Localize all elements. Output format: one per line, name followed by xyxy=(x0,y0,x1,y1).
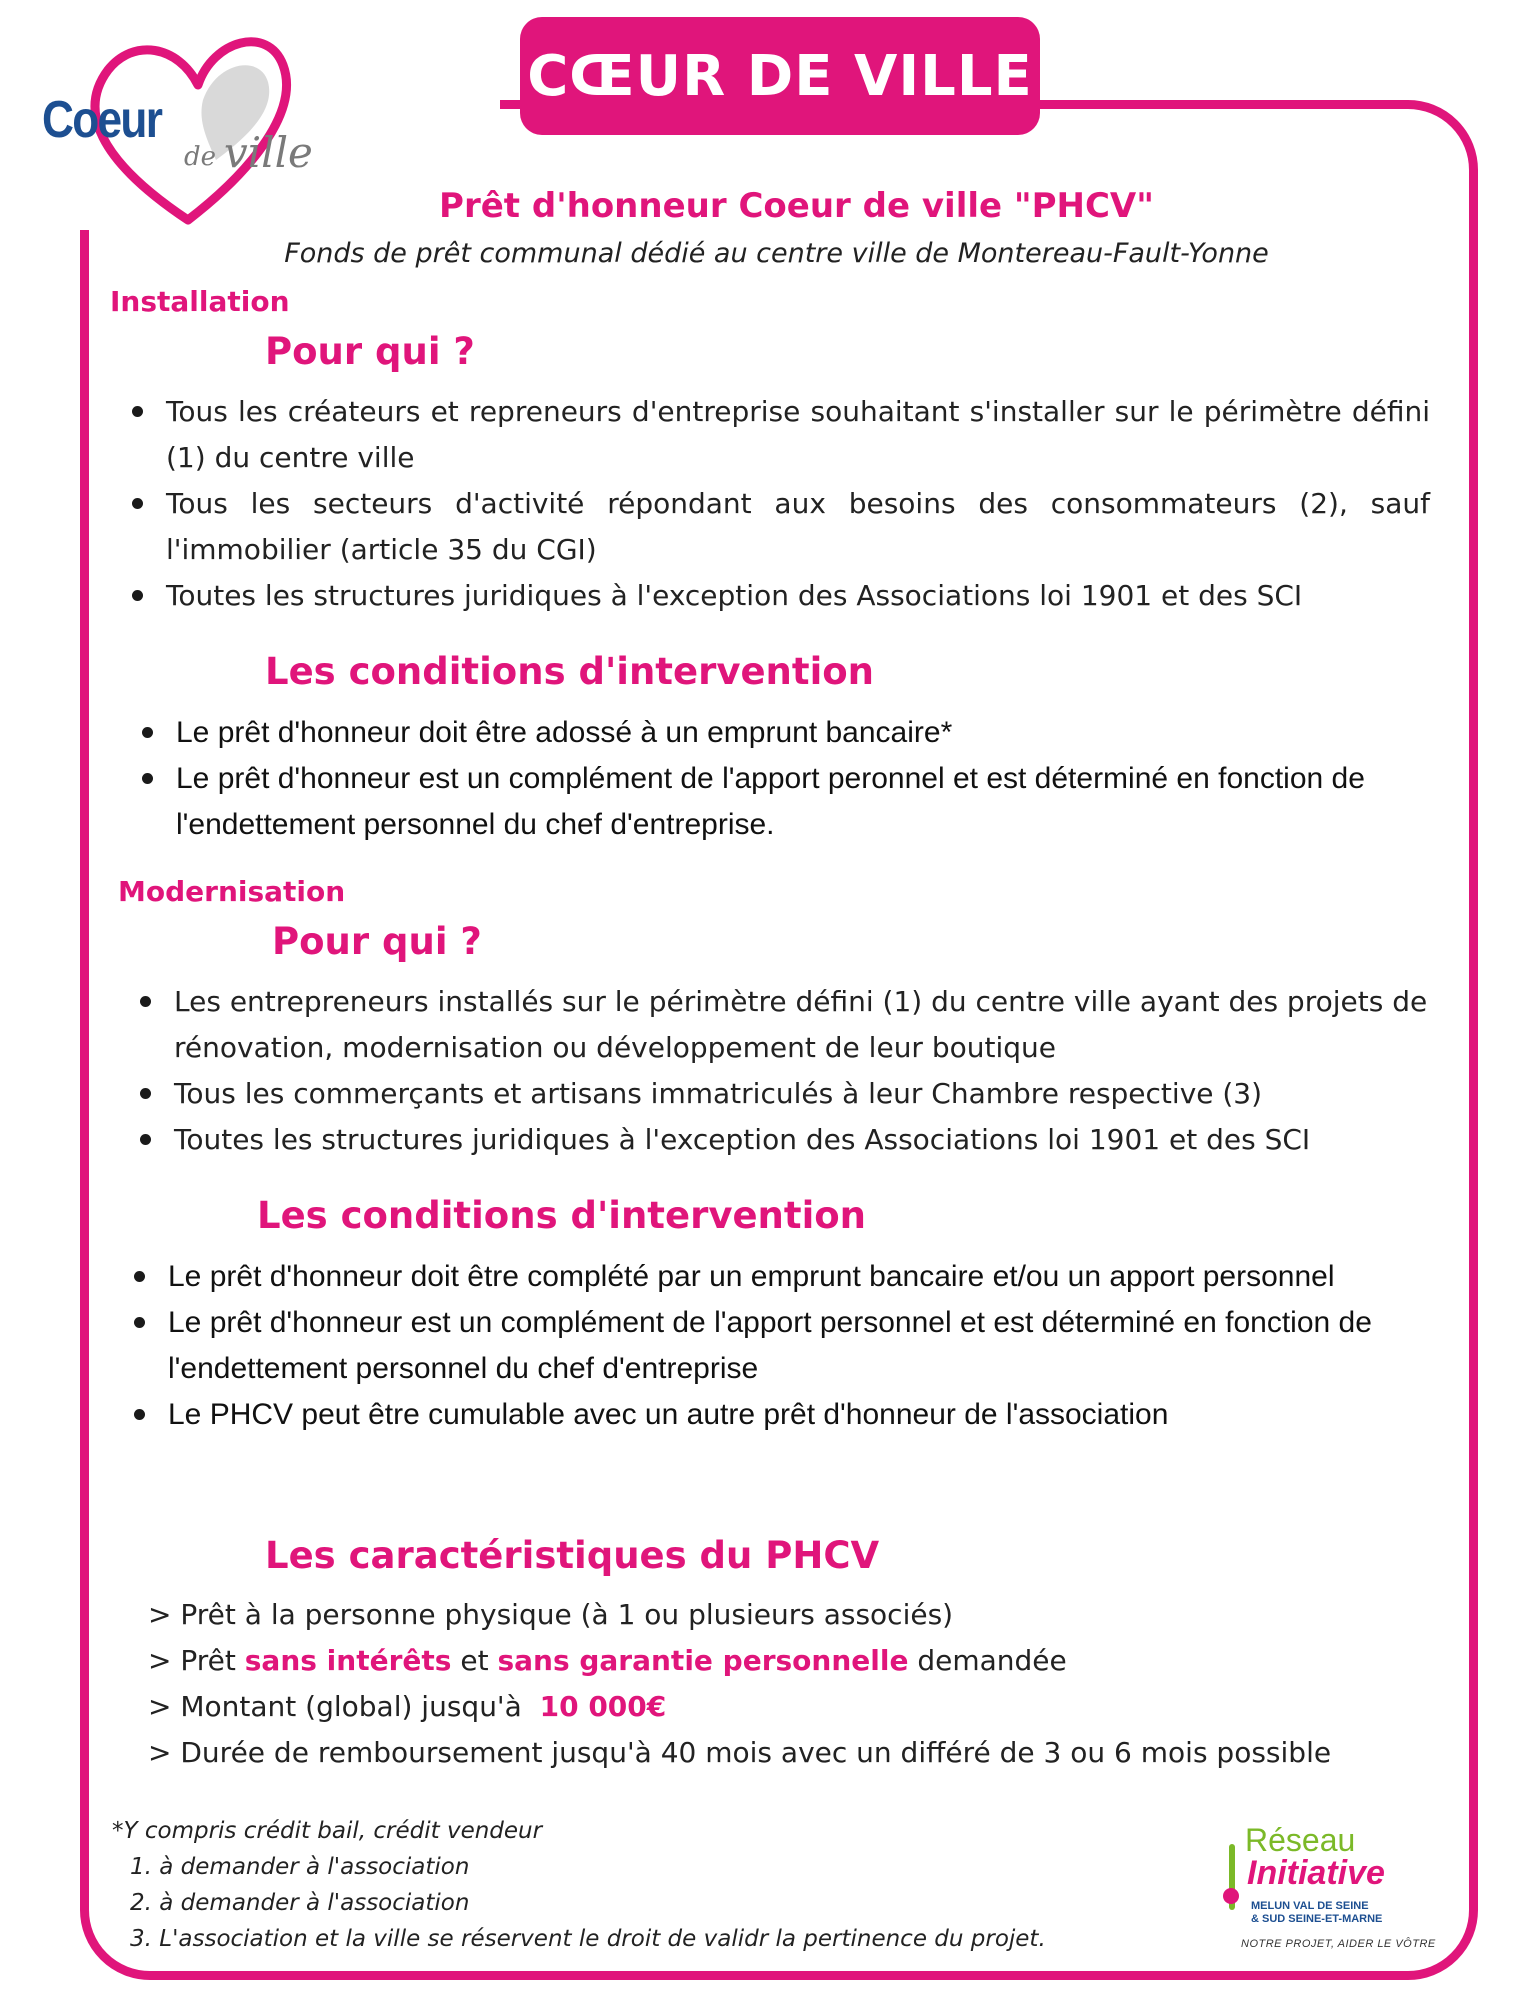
footnote-star: *Y compris crédit bail, crédit vendeur xyxy=(112,1818,543,1844)
installation-pour-qui-heading: Pour qui ? xyxy=(265,330,475,373)
logo-text-initiative: Initiative xyxy=(1247,1854,1385,1892)
list-item: Tous les secteurs d'activité répondant aux besoins des consommateurs (2), sauf l'immobilier (article 35 du CGI) xyxy=(130,481,1430,573)
modernisation-pour-qui-list xyxy=(138,979,1458,1163)
section-label-installation: Installation xyxy=(110,285,290,318)
caracteristique-line xyxy=(148,1638,1448,1684)
footnotes xyxy=(112,1813,1112,1957)
text-fragment: demandée xyxy=(908,1644,1067,1677)
caracteristiques-heading: Les caractéristiques du PHCV xyxy=(265,1534,880,1577)
caracteristiques-block xyxy=(148,1592,1448,1776)
text-fragment: > Montant (global) jusqu'à xyxy=(148,1690,531,1723)
logo-dot-shape xyxy=(1223,1888,1239,1904)
logo-text-ville: ville xyxy=(224,128,313,177)
modernisation-conditions-heading: Les conditions d'intervention xyxy=(257,1194,867,1237)
caracteristique-line xyxy=(148,1684,1448,1730)
highlight-sans-garantie: sans garantie personnelle xyxy=(497,1644,909,1677)
list-item: Le prêt d'honneur doit être adossé à un emprunt bancaire* xyxy=(140,710,1370,756)
installation-conditions-list xyxy=(140,710,1370,848)
caracteristique-line: > Prêt à la personne physique (à 1 ou plusieurs associés) xyxy=(148,1598,954,1631)
page-banner: CŒUR DE VILLE xyxy=(520,17,1040,135)
installation-pour-qui-list xyxy=(130,389,1430,619)
installation-conditions-heading: Les conditions d'intervention xyxy=(265,650,875,693)
reseau-initiative-logo xyxy=(1215,1822,1445,1952)
list-item: Le prêt d'honneur est un complément de l'apport peronnel et est déterminé en fonction de l'endettement personnel du chef d'entreprise. xyxy=(140,756,1370,848)
text-fragment: et xyxy=(451,1644,498,1677)
footnote-item: 3. L'association et la ville se réservent le droit de validr la pertinence du projet. xyxy=(130,1926,1046,1952)
list-item: Toutes les structures juridiques à l'exception des Associations loi 1901 et des SCI xyxy=(138,1117,1458,1163)
text-fragment: > Prêt xyxy=(148,1644,245,1677)
modernisation-pour-qui-heading: Pour qui ? xyxy=(272,920,482,963)
logo-subtitle-line: & SUD SEINE-ET-MARNE xyxy=(1251,1913,1383,1925)
highlight-montant: 10 000€ xyxy=(539,1690,667,1723)
caracteristique-line: > Durée de remboursement jusqu'à 40 mois avec un différé de 3 ou 6 mois possible xyxy=(148,1736,1332,1769)
list-item: Le PHCV peut être cumulable avec un autre prêt d'honneur de l'association xyxy=(132,1392,1372,1438)
logo-subtitle-line: MELUN VAL DE SEINE xyxy=(1251,1900,1369,1912)
logo-text-coeur: Coeur xyxy=(42,91,162,149)
list-item: Tous les créateurs et repreneurs d'entreprise souhaitant s'installer sur le périmètre défini (1) du centre ville xyxy=(130,389,1430,481)
modernisation-conditions-list xyxy=(132,1254,1372,1438)
list-item: Le prêt d'honneur doit être complété par un emprunt bancaire et/ou un apport personnel xyxy=(132,1254,1372,1300)
footnote-item: 2. à demander à l'association xyxy=(130,1890,470,1916)
section-label-modernisation: Modernisation xyxy=(118,875,346,908)
footnote-item: 1. à demander à l'association xyxy=(130,1854,470,1880)
logo-subtitle xyxy=(1251,1900,1382,1926)
footnote-list xyxy=(112,1849,1112,1957)
highlight-sans-interets: sans intérêts xyxy=(244,1644,452,1677)
logo-text-reseau: Réseau xyxy=(1245,1822,1356,1858)
list-item: Tous les commerçants et artisans immatriculés à leur Chambre respective (3) xyxy=(138,1071,1458,1117)
logo-tagline: NOTRE PROJET, AIDER LE VÔTRE xyxy=(1241,1938,1436,1950)
list-item: Toutes les structures juridiques à l'exception des Associations loi 1901 et des SCI xyxy=(130,573,1430,619)
document-title: Prêt d'honneur Coeur de ville "PHCV" xyxy=(439,186,1154,226)
list-item: Le prêt d'honneur est un complément de l'apport personnel et est déterminé en fonction de l'endettement personnel du chef d'entreprise xyxy=(132,1300,1372,1392)
document-subtitle: Fonds de prêt communal dédié au centre ville de Montereau-Fault-Yonne xyxy=(284,238,1269,269)
logo-text-de: de xyxy=(184,142,217,172)
list-item: Les entrepreneurs installés sur le périmètre défini (1) du centre ville ayant des projets de rénovation, modernisation ou développement de leur boutique xyxy=(138,979,1458,1071)
